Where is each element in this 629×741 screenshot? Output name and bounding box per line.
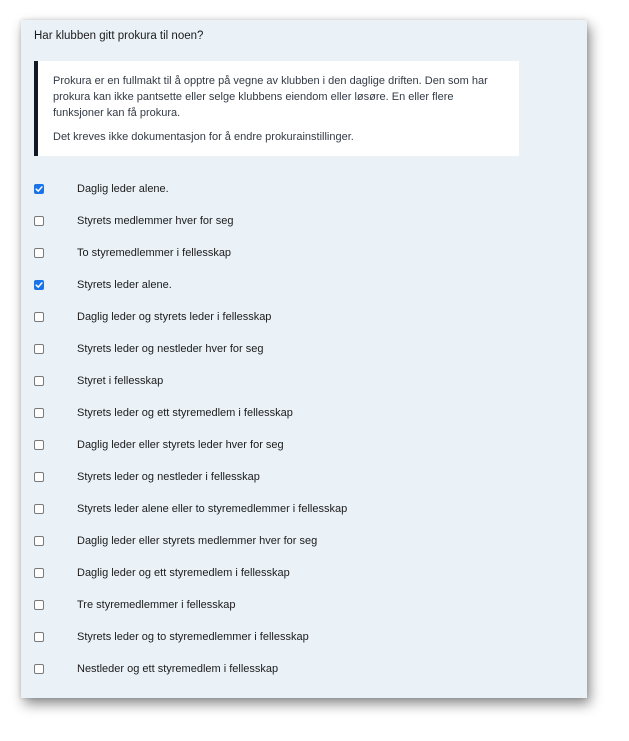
option-label[interactable]: Daglig leder eller styrets medlemmer hver for seg [77, 535, 318, 547]
checkbox[interactable] [34, 472, 44, 482]
question-heading: Har klubben gitt prokura til noen? [34, 30, 204, 42]
check-icon [35, 281, 43, 289]
option-label[interactable]: Nestleder og ett styremedlem i fellesskap [77, 663, 279, 675]
option-label[interactable]: Tre styremedlemmer i fellesskap [77, 599, 236, 611]
checkbox[interactable] [34, 216, 44, 226]
info-paragraph-documentation: Det kreves ikke dokumentasjon for å endre prokurainstillinger. [53, 130, 354, 143]
checkbox[interactable] [34, 376, 44, 386]
checkbox[interactable] [34, 312, 44, 322]
checkbox[interactable] [34, 600, 44, 610]
option-label[interactable]: Styrets leder alene eller to styremedlemmer i fellesskap [77, 503, 348, 515]
checkbox-checked[interactable] [34, 184, 44, 194]
option-label[interactable]: Styrets medlemmer hver for seg [77, 215, 234, 227]
checkbox[interactable] [34, 664, 44, 674]
checkbox[interactable] [34, 568, 44, 578]
prokura-panel [21, 20, 587, 698]
option-label[interactable]: Styrets leder og ett styremedlem i fellesskap [77, 407, 293, 419]
checkbox[interactable] [34, 536, 44, 546]
option-label[interactable]: Daglig leder og styrets leder i fellesskap [77, 311, 272, 323]
checkbox[interactable] [34, 504, 44, 514]
option-label[interactable]: Styrets leder og nestleder hver for seg [77, 343, 264, 355]
checkbox[interactable] [34, 440, 44, 450]
option-label[interactable]: Styrets leder og nestleder i fellesskap [77, 471, 260, 483]
checkbox[interactable] [34, 248, 44, 258]
option-label[interactable]: Daglig leder og ett styremedlem i fellesskap [77, 567, 290, 579]
check-icon [35, 185, 43, 193]
info-paragraph: Prokura er en fullmakt til å opptre på vegne av klubben i den daglige driften. Den som har prokura kan ikke pantsette eller selge klubbens eiendom eller løsøre. En eller flere funksjoner kan få prokura. [53, 75, 488, 120]
checkbox[interactable] [34, 344, 44, 354]
option-label[interactable]: Styrets leder og to styremedlemmer i fellesskap [77, 631, 309, 643]
option-label[interactable]: Daglig leder alene. [77, 183, 169, 195]
option-label[interactable]: Daglig leder eller styrets leder hver for seg [77, 439, 284, 451]
option-label[interactable]: Styret i fellesskap [77, 375, 164, 387]
checkbox[interactable] [34, 408, 44, 418]
info-box [34, 61, 519, 156]
checkbox[interactable] [34, 632, 44, 642]
checkbox-checked[interactable] [34, 280, 44, 290]
option-label[interactable]: Styrets leder alene. [77, 279, 172, 291]
option-label[interactable]: To styremedlemmer i fellesskap [77, 247, 232, 259]
